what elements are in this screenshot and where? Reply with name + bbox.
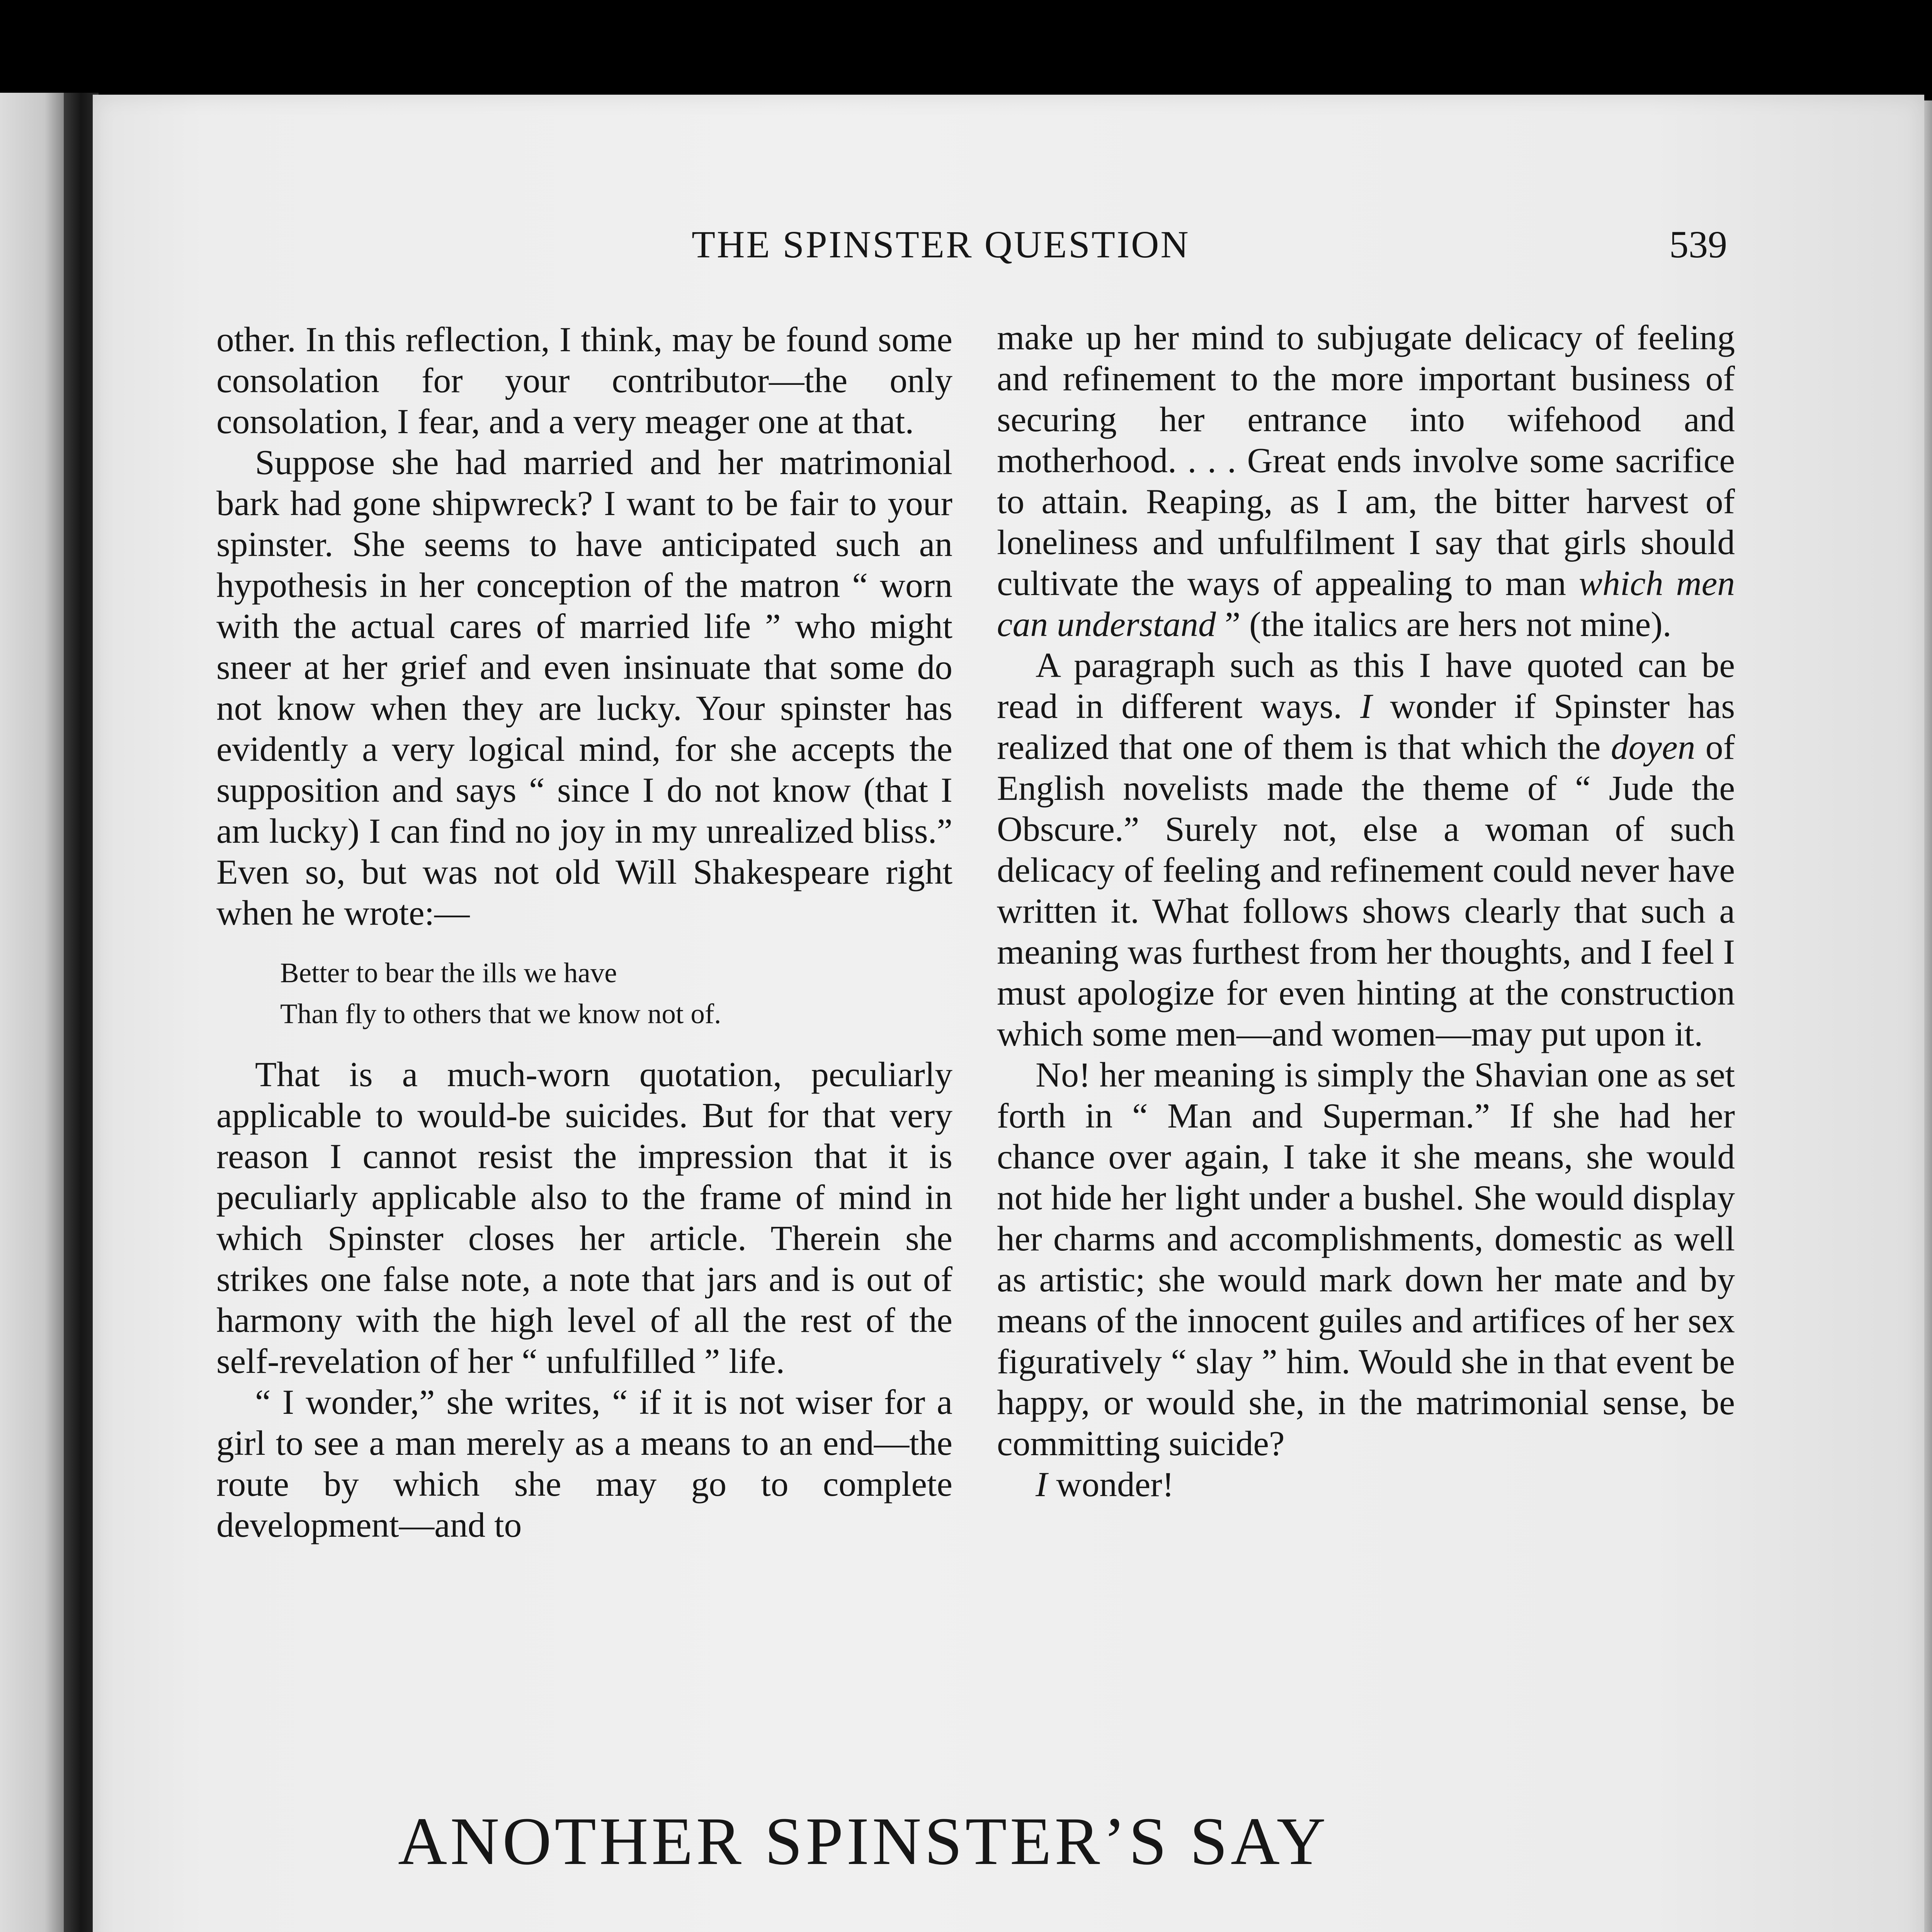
paragraph xyxy=(997,1464,1735,1505)
text-run: A paragraph such as this I have quoted can be read in different ways. xyxy=(997,645,1735,726)
text-run: ” (the italics are hers not mine). xyxy=(1216,604,1672,644)
italic-text: which men can understand xyxy=(997,563,1735,644)
facing-page-edge xyxy=(0,93,64,1932)
verse-line: Than fly to others that we know not of. xyxy=(280,998,721,1029)
italic-text: I xyxy=(1036,1464,1048,1504)
verse-quotation xyxy=(280,952,952,1034)
verse-line: Better to bear the ills we have xyxy=(280,957,617,988)
paragraph: Suppose she had married and her matrimonial bark had gone shipwreck? I want to be fair to your spinster. She seems to have anticipated such an hypothesis in her conception of the matron “ worn with the actual cares of married life ” who might sneer at her grief and even insinuate that some do not know when they are lucky. Your spinster has evidently a very logical mind, for she accepts the supposition and says “ since I do not know (that I am lucky) I can find no joy in my unrealized bliss.” Even so, but was not old Will Shakespeare right when he wrote:— xyxy=(216,442,952,932)
page-right-edge xyxy=(1924,100,1932,1932)
article-title: ANOTHER SPINSTER’S SAY xyxy=(398,1804,1329,1879)
paragraph: other. In this reflection, I think, may be found some consolation for your contributor—the only consolation, I fear, and a very meager one at that. xyxy=(216,320,952,441)
italic-text: I xyxy=(1360,686,1372,726)
paragraph xyxy=(997,645,1735,1054)
paragraph: That is a much-worn quotation, peculiarly applicable to would-be suicides. But for that very reason I cannot resist the impression that it is peculiarly applicable also to the frame of mind in which Spinster closes her article. Therein she strikes one false note, a note that jars and is out of harmony with the high level of all the rest of the self-revelation of her “ unfulfilled ” life. xyxy=(216,1054,952,1381)
italic-text: doyen xyxy=(1611,727,1696,767)
page-number: 539 xyxy=(1669,223,1727,266)
text-run: of English novelists made the theme of “ Jude the Obscure.” Surely not, else a woman of such delicacy of feeling and refinement could never have written it. What follows shows clearly that such a meaning was furthest from her thoughts, and I feel I must apologize for even hinting at the construction which some men—and women—may put upon it. xyxy=(997,727,1735,1053)
paragraph xyxy=(997,317,1735,645)
text-run: wonder! xyxy=(1047,1464,1174,1504)
running-head: THE SPINSTER QUESTION xyxy=(692,223,1190,266)
upper-right-column xyxy=(997,317,1735,1505)
paragraph: “ I wonder,” she writes, “ if it is not wiser for a girl to see a man merely as a means to an end—the route by which she may go to complete development—and to xyxy=(216,1382,952,1544)
paragraph: No! her meaning is simply the Shavian one as set forth in “ Man and Superman.” If she had her chance over again, I take it she means, she would not hide her light under a bushel. She would display her charms and accomplishments, domestic as well as artistic; she would mark down her mate and by means of the innocent guiles and artifices of her sex figuratively “ slay ” him. Would she in that event be happy, or would she, in the matrimonial sense, be committing suicide? xyxy=(997,1055,1735,1463)
text-run: make up her mind to subjugate delicacy of feeling and refinement to the more important business of securing her entrance into wifehood and motherhood. . . . Great ends involve some sacrifice to attain. Reaping, as I am, the bitter harvest of loneliness and unfulfilment I say that girls should cultivate the ways of appealing to man xyxy=(997,318,1735,603)
text-run: wonder if Spinster has realized that one of them is that which the xyxy=(997,686,1735,767)
upper-left-column xyxy=(216,319,952,1545)
